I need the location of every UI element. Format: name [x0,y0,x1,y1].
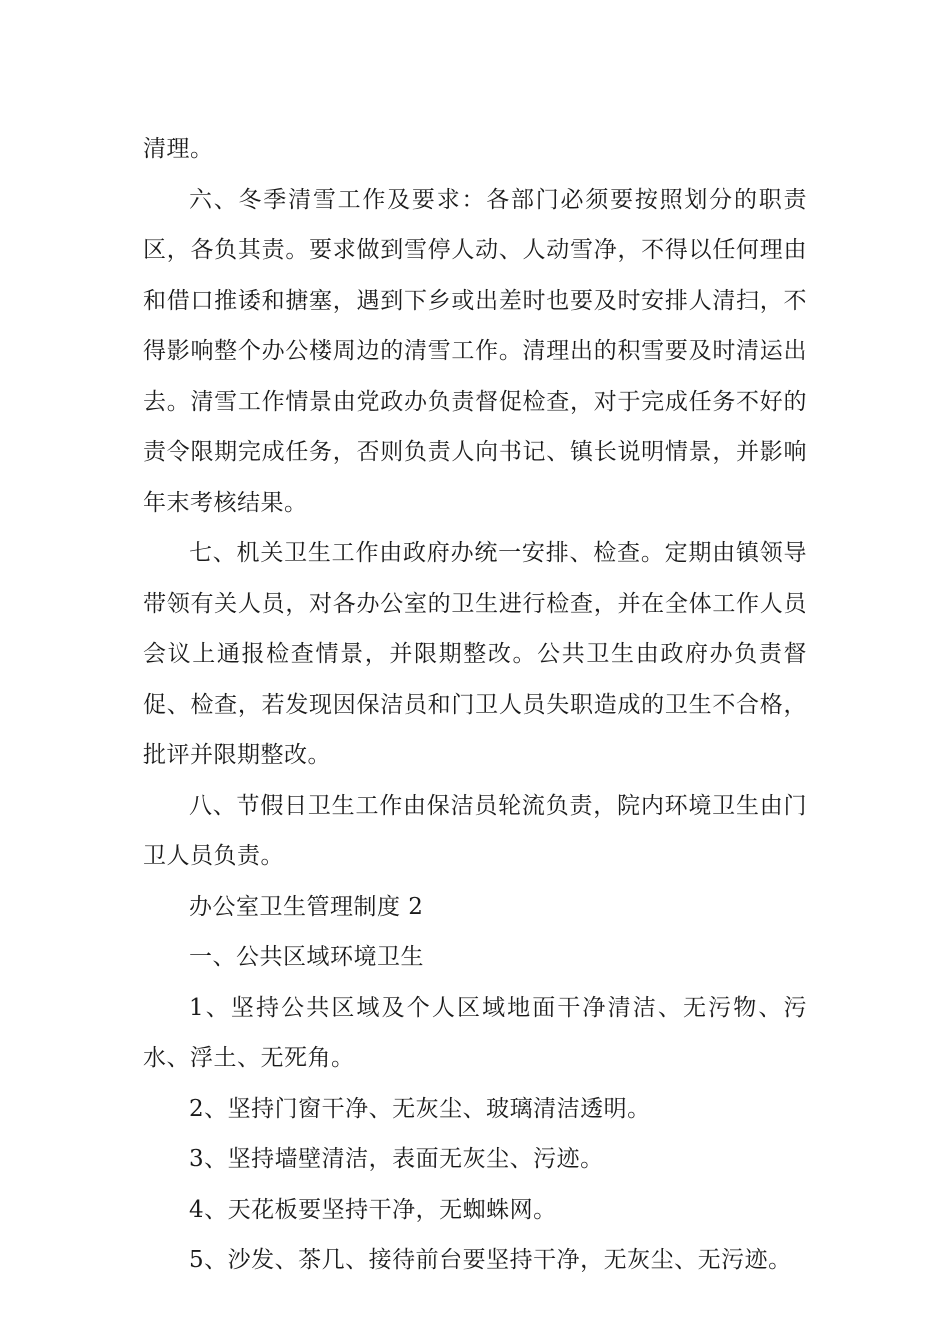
paragraph-cleanup-end: 清理。 [143,136,214,162]
document-page [143,124,807,1286]
list-item-4: 4、天花板要坚持干净，无蜘蛛网。 [189,1196,557,1223]
list-item-1: 1、坚持公共区域及个人区域地面干净清洁、无污物、污水、浮土、无死角。 [143,994,807,1071]
section-title-2: 办公室卫生管理制度 2 [189,893,424,920]
subsection-public-area: 一、公共区域环境卫生 [189,944,424,970]
list-item-2: 2、坚持门窗干净、无灰尘、玻璃清洁透明。 [189,1095,651,1122]
paragraph-winter-snow: 六、冬季清雪工作及要求：各部门必须要按照划分的职责区，各负其责。要求做到雪停人动、人动雪净，不得以任何理由和借口推诿和搪塞，遇到下乡或出差时也要及时安排人清扫，不得影响整个办公楼周边的清雪工作。清理出的积雪要及时清运出去。清雪工作情景由党政办负责督促检查，对于完成任务不好的责令限期完成任务，否则负责人向书记、镇长说明情景，并影响年末考核结果。 [143,186,807,516]
paragraph-office-hygiene: 七、机关卫生工作由政府办统一安排、检查。定期由镇领导带领有关人员，对各办公室的卫生进行检查，并在全体工作人员会议上通报检查情景，并限期整改。公共卫生由政府办负责督促、检查，若发现因保洁员和门卫人员失职造成的卫生不合格，批评并限期整改。 [143,540,807,768]
paragraph-holiday-hygiene: 八、节假日卫生工作由保洁员轮流负责，院内环境卫生由门卫人员负责。 [143,792,807,869]
list-item-5: 5、沙发、茶几、接待前台要坚持干净，无灰尘、无污迹。 [189,1247,792,1273]
list-item-3: 3、坚持墙壁清洁，表面无灰尘、污迹。 [189,1146,604,1172]
